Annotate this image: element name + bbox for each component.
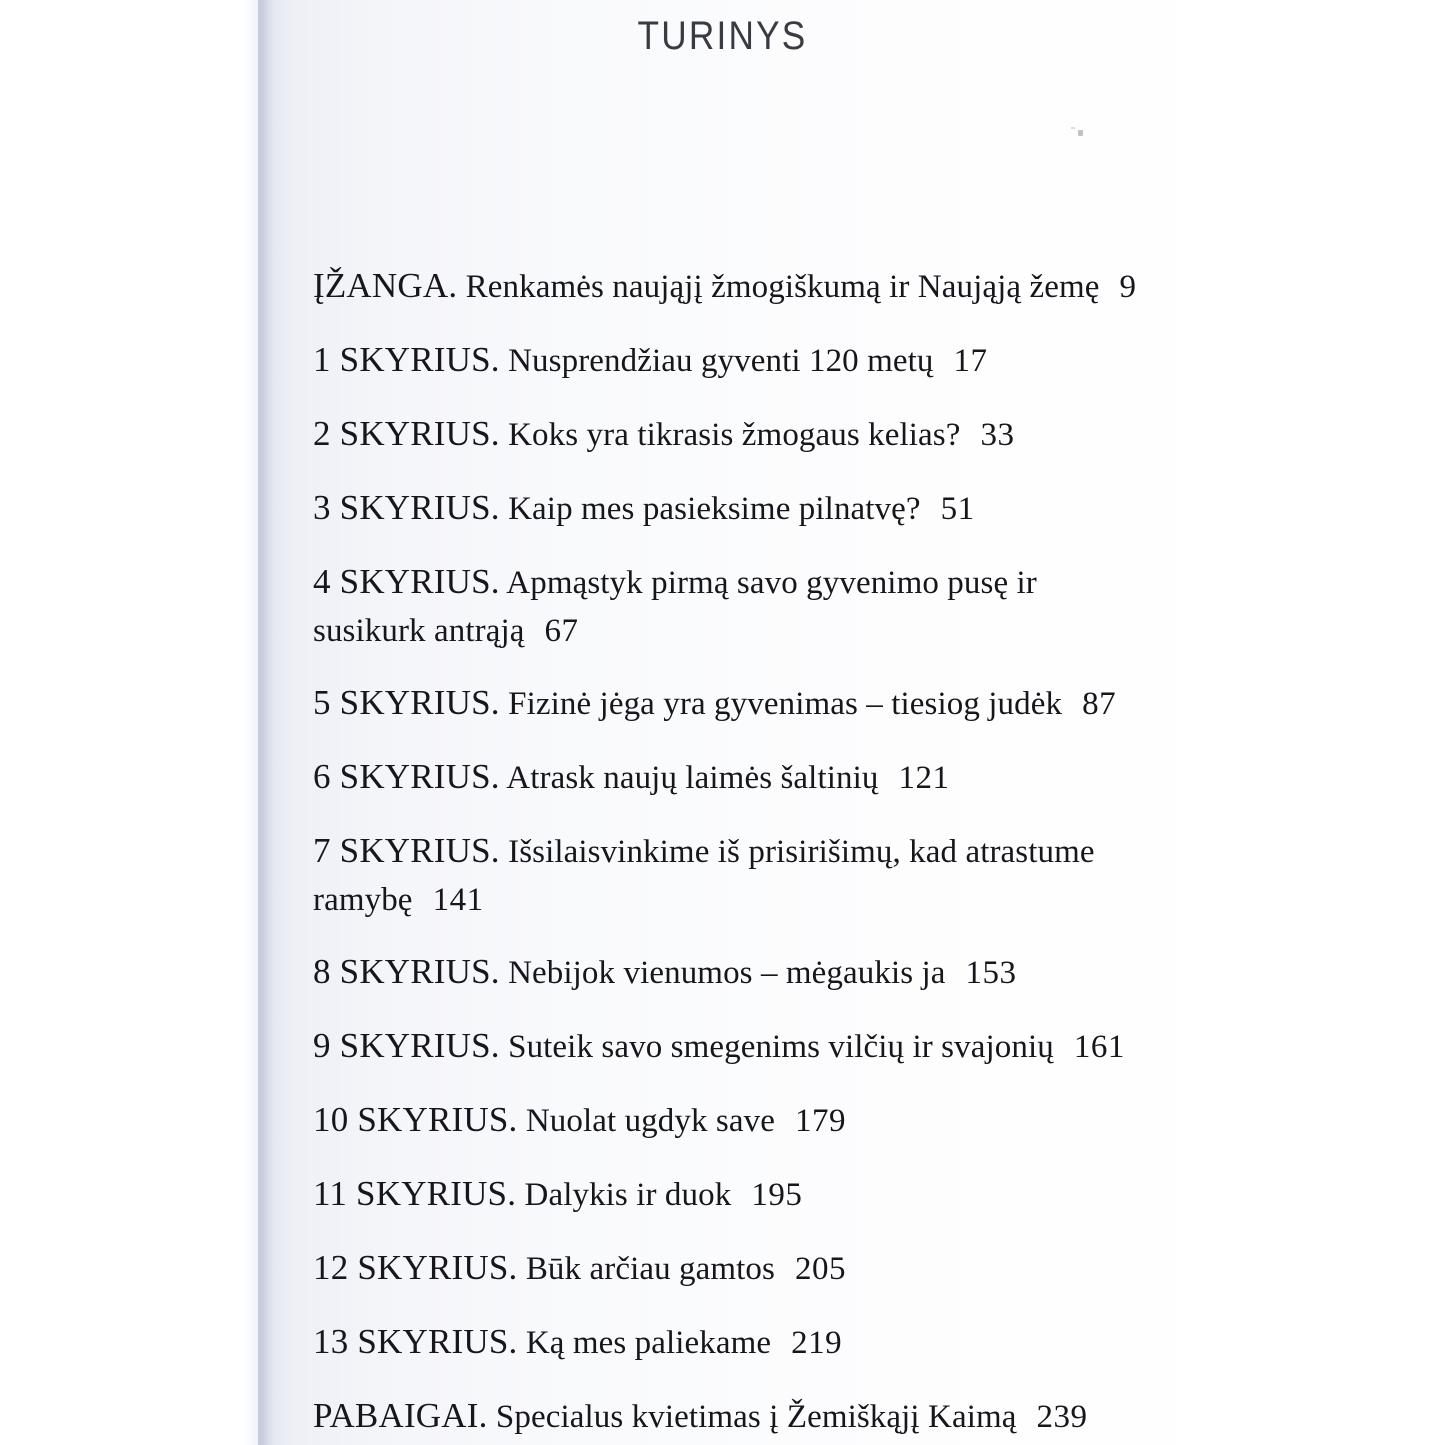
toc-entry[interactable] bbox=[313, 1392, 1153, 1441]
toc-entry[interactable] bbox=[313, 827, 1153, 924]
toc-entry[interactable] bbox=[313, 262, 1153, 311]
toc-entry-page-number: 239 bbox=[1036, 1399, 1088, 1435]
toc-entry-label: 3 SKYRIUS. bbox=[313, 488, 500, 527]
toc-entry-title: Suteik savo smegenims vilčių ir svajonių bbox=[499, 1029, 1054, 1065]
toc-entry-title: Nusprendžiau gyventi 120 metų bbox=[499, 343, 934, 379]
toc-entry-title: Specialus kvietimas į Žemiškąjį Kaimą bbox=[487, 1399, 1017, 1435]
toc-entry[interactable] bbox=[313, 1244, 1153, 1293]
toc-entry-page-number: 17 bbox=[953, 343, 988, 379]
toc-entry-title: Apmąstyk pirmą savo gyvenimo pusę ir susikurk antrąją bbox=[313, 565, 1037, 649]
toc-entry[interactable] bbox=[313, 1318, 1153, 1367]
table-of-contents bbox=[313, 262, 1153, 1445]
toc-entry-title: Fizinė jėga yra gyvenimas – tiesiog judėk bbox=[499, 686, 1063, 722]
toc-entry-label: 9 SKYRIUS. bbox=[313, 1026, 500, 1065]
toc-entry-title: Kaip mes pasieksime pilnatvę? bbox=[499, 491, 921, 527]
toc-entry-page-number: 51 bbox=[940, 491, 975, 527]
toc-entry-title: Dalykis ir duok bbox=[516, 1177, 732, 1213]
toc-entry-title: Nebijok vienumos – mėgaukis ja bbox=[499, 955, 946, 991]
toc-entry-label: 2 SKYRIUS. bbox=[313, 414, 500, 453]
toc-entry-title: Nuolat ugdyk save bbox=[517, 1103, 775, 1139]
toc-entry-label: 11 SKYRIUS. bbox=[313, 1174, 517, 1213]
toc-entry-label: 6 SKYRIUS. bbox=[313, 757, 500, 796]
toc-entry-title: Ką mes paliekame bbox=[517, 1325, 772, 1361]
toc-entry-label: 4 SKYRIUS. bbox=[313, 562, 500, 601]
toc-entry-label: 1 SKYRIUS. bbox=[313, 340, 500, 379]
toc-entry[interactable] bbox=[313, 679, 1153, 728]
toc-entry-label: 12 SKYRIUS. bbox=[313, 1248, 518, 1287]
toc-entry-page-number: 161 bbox=[1073, 1029, 1125, 1065]
toc-entry-label: 5 SKYRIUS. bbox=[313, 683, 500, 722]
toc-entry-title: Koks yra tikrasis žmogaus kelias? bbox=[499, 417, 961, 453]
toc-entry-title: Išsilaisvinkime iš prisirišimų, kad atrastume ramybę bbox=[313, 834, 1095, 918]
toc-entry-page-number: 9 bbox=[1119, 269, 1137, 305]
toc-entry[interactable] bbox=[313, 484, 1153, 533]
toc-entry[interactable] bbox=[313, 410, 1153, 459]
toc-entry-label: 13 SKYRIUS. bbox=[313, 1322, 518, 1361]
toc-entry-page-number: 33 bbox=[980, 417, 1015, 453]
toc-entry[interactable] bbox=[313, 1022, 1153, 1071]
toc-entry-page-number: 87 bbox=[1082, 686, 1117, 722]
toc-entry[interactable] bbox=[313, 558, 1153, 655]
toc-entry-label: ĮŽANGA. bbox=[313, 266, 458, 305]
toc-entry[interactable] bbox=[313, 948, 1153, 997]
toc-entry-label: 10 SKYRIUS. bbox=[313, 1100, 518, 1139]
toc-entry-page-number: 179 bbox=[794, 1103, 846, 1139]
toc-entry[interactable] bbox=[313, 336, 1153, 385]
toc-entry[interactable] bbox=[313, 753, 1153, 802]
page-title: TURINYS bbox=[637, 14, 808, 58]
toc-entry-label: 8 SKYRIUS. bbox=[313, 952, 500, 991]
toc-entry-title: Būk arčiau gamtos bbox=[517, 1251, 775, 1287]
toc-entry-page-number: 205 bbox=[794, 1251, 846, 1287]
toc-entry-label: 7 SKYRIUS. bbox=[313, 831, 500, 870]
toc-entry-title: Atrask naujų laimės šaltinių bbox=[499, 760, 879, 796]
toc-entry[interactable] bbox=[313, 1170, 1153, 1219]
toc-entry-page-number: 153 bbox=[965, 955, 1017, 991]
toc-entry-page-number: 141 bbox=[432, 882, 484, 918]
toc-entry-title: Renkamės naująjį žmogiškumą ir Naująją žemę bbox=[457, 269, 1100, 305]
toc-entry-page-number: 121 bbox=[898, 760, 950, 796]
toc-entry-label: PABAIGAI. bbox=[313, 1396, 488, 1435]
toc-entry-page-number: 67 bbox=[544, 613, 579, 649]
toc-entry-page-number: 195 bbox=[751, 1177, 803, 1213]
toc-entry-page-number: 219 bbox=[791, 1325, 843, 1361]
toc-entry[interactable] bbox=[313, 1096, 1153, 1145]
